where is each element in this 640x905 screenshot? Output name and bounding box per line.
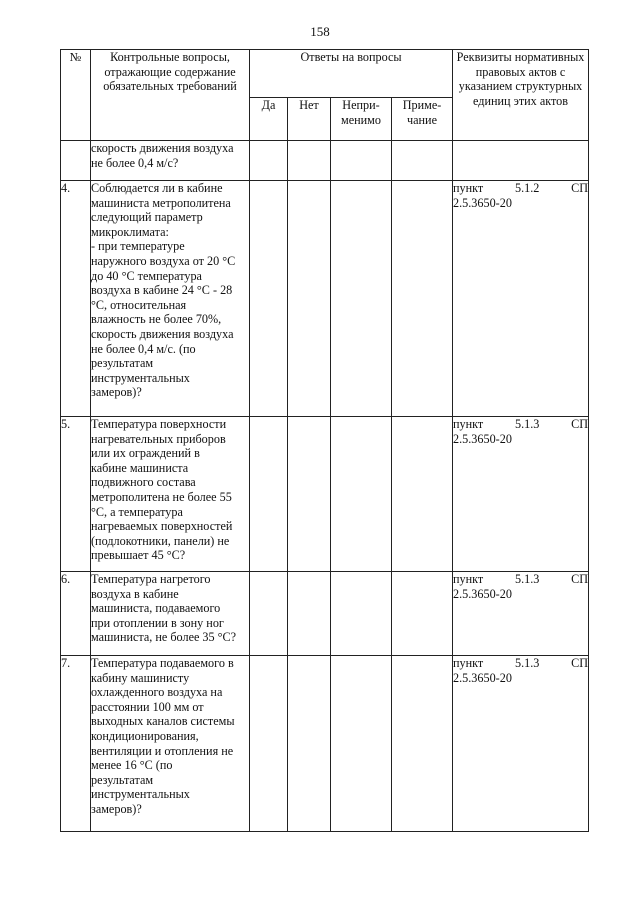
header-not-applicable <box>331 98 392 141</box>
checklist-table <box>60 49 589 832</box>
question-line: машиниста, подаваемого <box>91 601 221 616</box>
question-line: не более 0,4 м/с. (по <box>91 341 196 356</box>
row-requisites <box>453 141 589 181</box>
question-line: - при температуре <box>91 239 185 254</box>
requisite-clause-number: 5.1.2 <box>514 181 540 195</box>
header-question: Контрольные вопросы, отражающие содержание обязательных требований <box>91 50 250 141</box>
question-line: вентиляции и отопления не <box>91 743 234 758</box>
answer-note-cell <box>392 572 453 656</box>
question-line: наружного воздуха от 20 °С <box>91 253 236 268</box>
question-line: или их ограждений в <box>91 446 200 461</box>
question-line: машиниста метрополитена <box>91 195 231 210</box>
requisite-clause-word: пункт <box>453 572 484 586</box>
row-requisites <box>453 572 589 656</box>
row-requisites <box>453 417 589 572</box>
answer-note-cell <box>392 181 453 417</box>
question-line: нагревательных приборов <box>91 431 226 446</box>
requisite-act-number: 2.5.3650-20 <box>453 670 512 685</box>
question-line: следующий параметр <box>91 210 203 225</box>
question-line: кондиционирования, <box>91 728 199 743</box>
question-line: (подлокотники, панели) не <box>91 533 230 548</box>
row-question <box>91 417 250 572</box>
question-line: Температура поверхности <box>91 417 227 431</box>
question-line: кабину машинисту <box>91 670 190 685</box>
header-not-applicable-line1: Непри- <box>342 98 380 112</box>
answer-no-cell <box>288 417 331 572</box>
requisite-act-number: 2.5.3650-20 <box>453 431 512 446</box>
header-requisites: Реквизиты нормативных правовых актов с указанием структурных единиц этих актов <box>453 50 589 141</box>
header-not-applicable-line2: менимо <box>341 112 381 127</box>
answer-yes-cell <box>250 141 288 181</box>
answer-yes-cell <box>250 572 288 656</box>
question-line: воздуха в кабине <box>91 586 179 601</box>
header-yes: Да <box>250 98 288 141</box>
requisite-act-type: СП <box>571 181 588 195</box>
requisite-clause-word: пункт <box>453 417 484 431</box>
question-line: менее 16 °С (по <box>91 758 173 773</box>
answer-yes-cell <box>250 417 288 572</box>
requisite-clause-word: пункт <box>453 181 484 195</box>
question-line: нагреваемых поверхностей <box>91 519 233 534</box>
header-no: Нет <box>288 98 331 141</box>
header-note-line1: Приме- <box>402 98 442 112</box>
answer-yes-cell <box>250 181 288 417</box>
row-requisites <box>453 181 589 417</box>
row-number <box>61 141 91 181</box>
answer-note-cell <box>392 141 453 181</box>
row-requisites <box>453 656 589 832</box>
requisite-clause-number: 5.1.3 <box>514 417 540 431</box>
question-line: скорость движения воздуха <box>91 326 234 341</box>
header-note-line2: чание <box>407 112 437 127</box>
answer-not-applicable-cell <box>331 141 392 181</box>
row-question <box>91 656 250 832</box>
question-line: замеров)? <box>91 801 142 816</box>
question-line: расстоянии 100 мм от <box>91 699 204 714</box>
question-line: результатам <box>91 356 154 371</box>
requisite-clause-number: 5.1.3 <box>514 656 540 670</box>
question-line: метрополитена не более 55 <box>91 489 232 504</box>
question-line: инструментальных <box>91 370 190 385</box>
table-row <box>61 181 589 417</box>
row-number: 7. <box>61 656 91 832</box>
question-line: °С, относительная <box>91 297 187 312</box>
row-number: 5. <box>61 417 91 572</box>
question-line: кабине машиниста <box>91 460 189 475</box>
question-line: воздуха в кабине 24 °С - 28 <box>91 283 233 298</box>
question-line: при отоплении в зону ног <box>91 615 224 630</box>
answer-not-applicable-cell <box>331 572 392 656</box>
question-line: охлажденного воздуха на <box>91 685 223 700</box>
answer-no-cell <box>288 656 331 832</box>
question-line: не более 0,4 м/с? <box>91 155 179 170</box>
requisite-act-number: 2.5.3650-20 <box>453 195 512 210</box>
requisite-act-number: 2.5.3650-20 <box>453 586 512 601</box>
requisite-clause-word: пункт <box>453 656 484 670</box>
row-number: 6. <box>61 572 91 656</box>
requisite-clause-number: 5.1.3 <box>514 572 540 586</box>
question-line: микроклимата: <box>91 224 169 239</box>
answer-not-applicable-cell <box>331 417 392 572</box>
row-number: 4. <box>61 181 91 417</box>
question-line: превышает 45 °С? <box>91 548 186 563</box>
table-row <box>61 572 589 656</box>
answer-yes-cell <box>250 656 288 832</box>
page-number: 158 <box>310 24 330 39</box>
answer-no-cell <box>288 141 331 181</box>
question-line: выходных каналов системы <box>91 714 235 729</box>
question-line: до 40 °С температура <box>91 268 202 283</box>
table-row <box>61 141 589 181</box>
question-line: Температура подаваемого в <box>91 656 234 670</box>
requisite-act-type: СП <box>571 572 588 586</box>
question-line: подвижного состава <box>91 475 196 490</box>
answer-not-applicable-cell <box>331 656 392 832</box>
answer-note-cell <box>392 656 453 832</box>
header-note <box>392 98 453 141</box>
question-line: инструментальных <box>91 787 190 802</box>
row-question <box>91 572 250 656</box>
row-question <box>91 181 250 417</box>
question-line: результатам <box>91 772 154 787</box>
answer-no-cell <box>288 572 331 656</box>
answer-not-applicable-cell <box>331 181 392 417</box>
question-line: замеров)? <box>91 385 142 400</box>
question-line: Соблюдается ли в кабине <box>91 181 223 195</box>
answer-note-cell <box>392 417 453 572</box>
requisite-act-type: СП <box>571 656 588 670</box>
header-number: № <box>61 50 91 141</box>
table-row <box>61 417 589 572</box>
question-line: °С, а температура <box>91 504 183 519</box>
requisite-act-type: СП <box>571 417 588 431</box>
question-line: машиниста, не более 35 °С? <box>91 630 237 645</box>
answer-no-cell <box>288 181 331 417</box>
header-answers-group: Ответы на вопросы <box>250 50 453 98</box>
table-row <box>61 656 589 832</box>
row-question <box>91 141 250 181</box>
question-line: влажность не более 70%, <box>91 312 222 327</box>
question-line: Температура нагретого <box>91 572 211 586</box>
question-line: скорость движения воздуха <box>91 141 234 155</box>
